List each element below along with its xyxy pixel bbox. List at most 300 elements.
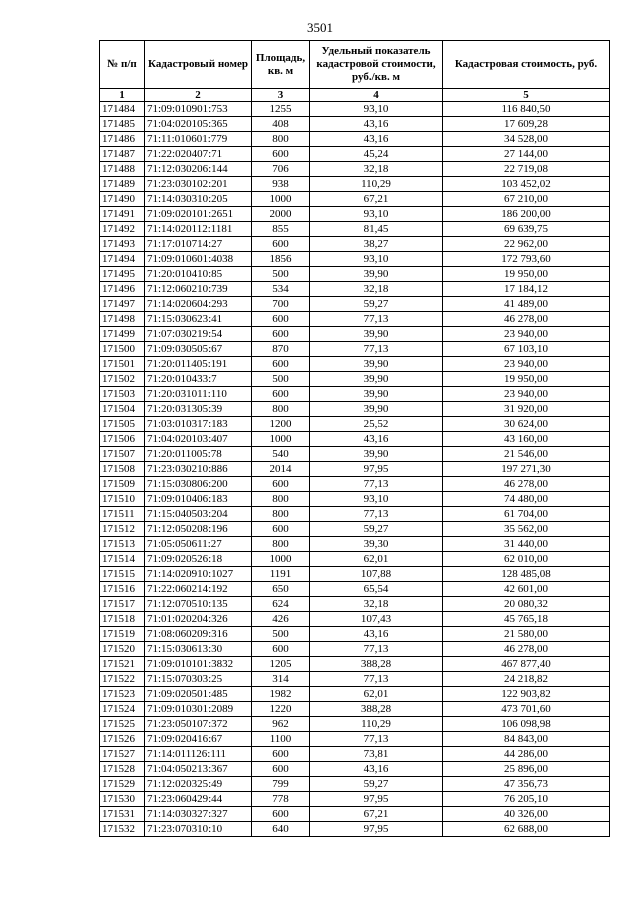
cell-unit-value: 38,27 [310, 237, 443, 252]
cell-cadastral-number: 71:23:030102:201 [145, 177, 252, 192]
table-row [100, 147, 610, 162]
cell-area: 600 [252, 807, 310, 822]
cell-area: 1982 [252, 687, 310, 702]
cell-cadastral-number: 71:09:010406:183 [145, 492, 252, 507]
cell-cadastral-value: 46 278,00 [443, 477, 610, 492]
cell-area: 1100 [252, 732, 310, 747]
cell-row-number: 171528 [100, 762, 145, 777]
cell-cadastral-value: 128 485,08 [443, 567, 610, 582]
cell-unit-value: 59,27 [310, 297, 443, 312]
cell-row-number: 171526 [100, 732, 145, 747]
cell-unit-value: 97,95 [310, 462, 443, 477]
header-unit-value: Удельный показатель кадастровой стоимости, руб./кв. м [310, 41, 443, 89]
cell-area: 800 [252, 132, 310, 147]
cell-row-number: 171519 [100, 627, 145, 642]
cell-row-number: 171530 [100, 792, 145, 807]
table-row [100, 192, 610, 207]
cell-cadastral-value: 67 210,00 [443, 192, 610, 207]
cell-cadastral-number: 71:03:010317:183 [145, 417, 252, 432]
table-row [100, 597, 610, 612]
cell-cadastral-value: 67 103,10 [443, 342, 610, 357]
cell-row-number: 171532 [100, 822, 145, 837]
cell-cadastral-number: 71:20:011405:191 [145, 357, 252, 372]
table-row [100, 342, 610, 357]
cell-area: 2014 [252, 462, 310, 477]
cadastral-value-table [99, 40, 610, 837]
cell-area: 640 [252, 822, 310, 837]
table-row [100, 537, 610, 552]
column-number: 1 [100, 89, 145, 102]
cell-row-number: 171517 [100, 597, 145, 612]
table-row [100, 267, 610, 282]
table-row [100, 282, 610, 297]
cell-cadastral-number: 71:14:030327:327 [145, 807, 252, 822]
cell-unit-value: 39,90 [310, 372, 443, 387]
cell-area: 650 [252, 582, 310, 597]
cell-unit-value: 43,16 [310, 117, 443, 132]
cell-cadastral-value: 41 489,00 [443, 297, 610, 312]
page-number: 3501 [307, 20, 333, 35]
table-header-row [100, 41, 610, 89]
cell-unit-value: 32,18 [310, 282, 443, 297]
cell-unit-value: 65,54 [310, 582, 443, 597]
cell-unit-value: 388,28 [310, 702, 443, 717]
cell-unit-value: 43,16 [310, 132, 443, 147]
cell-row-number: 171509 [100, 477, 145, 492]
cell-area: 600 [252, 312, 310, 327]
cell-cadastral-value: 197 271,30 [443, 462, 610, 477]
cell-cadastral-value: 17 609,28 [443, 117, 610, 132]
table-row [100, 822, 610, 837]
cell-cadastral-number: 71:04:050213:367 [145, 762, 252, 777]
cell-cadastral-value: 34 528,00 [443, 132, 610, 147]
cell-unit-value: 32,18 [310, 597, 443, 612]
cell-cadastral-value: 27 144,00 [443, 147, 610, 162]
cell-unit-value: 39,30 [310, 537, 443, 552]
cell-cadastral-value: 22 719,08 [443, 162, 610, 177]
cell-area: 800 [252, 402, 310, 417]
cell-unit-value: 67,21 [310, 807, 443, 822]
table-row [100, 807, 610, 822]
table-row [100, 612, 610, 627]
cell-row-number: 171515 [100, 567, 145, 582]
cell-unit-value: 39,90 [310, 402, 443, 417]
cell-area: 500 [252, 372, 310, 387]
cell-unit-value: 67,21 [310, 192, 443, 207]
cell-cadastral-number: 71:12:020325:49 [145, 777, 252, 792]
table-row [100, 762, 610, 777]
header-area: Площадь, кв. м [252, 41, 310, 89]
cell-area: 1000 [252, 432, 310, 447]
table-row [100, 402, 610, 417]
cell-cadastral-number: 71:09:030505:67 [145, 342, 252, 357]
cell-row-number: 171494 [100, 252, 145, 267]
cell-unit-value: 97,95 [310, 792, 443, 807]
cell-cadastral-value: 19 950,00 [443, 267, 610, 282]
table-row [100, 717, 610, 732]
table-row [100, 132, 610, 147]
cell-unit-value: 39,90 [310, 357, 443, 372]
cell-cadastral-number: 71:20:031305:39 [145, 402, 252, 417]
cell-area: 700 [252, 297, 310, 312]
cell-row-number: 171496 [100, 282, 145, 297]
cell-area: 600 [252, 762, 310, 777]
cell-unit-value: 73,81 [310, 747, 443, 762]
cell-cadastral-value: 43 160,00 [443, 432, 610, 447]
table-row [100, 297, 610, 312]
cell-cadastral-value: 23 940,00 [443, 357, 610, 372]
table-row [100, 657, 610, 672]
cell-area: 962 [252, 717, 310, 732]
cell-unit-value: 110,29 [310, 717, 443, 732]
cell-unit-value: 39,90 [310, 267, 443, 282]
cell-row-number: 171527 [100, 747, 145, 762]
cell-cadastral-number: 71:11:010601:779 [145, 132, 252, 147]
cell-area: 706 [252, 162, 310, 177]
cell-area: 1200 [252, 417, 310, 432]
table-row [100, 372, 610, 387]
cell-cadastral-number: 71:09:020526:18 [145, 552, 252, 567]
cell-area: 1000 [252, 192, 310, 207]
column-number: 4 [310, 89, 443, 102]
cell-unit-value: 43,16 [310, 432, 443, 447]
table-row [100, 567, 610, 582]
cell-area: 426 [252, 612, 310, 627]
cell-cadastral-value: 46 278,00 [443, 312, 610, 327]
column-number: 2 [145, 89, 252, 102]
cell-area: 408 [252, 117, 310, 132]
table-row [100, 522, 610, 537]
cell-cadastral-number: 71:15:070303:25 [145, 672, 252, 687]
cell-unit-value: 39,90 [310, 447, 443, 462]
cell-cadastral-number: 71:15:040503:204 [145, 507, 252, 522]
cell-cadastral-number: 71:09:020416:67 [145, 732, 252, 747]
table-row [100, 312, 610, 327]
cell-cadastral-value: 21 546,00 [443, 447, 610, 462]
cell-cadastral-number: 71:15:030613:30 [145, 642, 252, 657]
cell-area: 534 [252, 282, 310, 297]
table-row [100, 732, 610, 747]
cell-cadastral-number: 71:09:020101:2651 [145, 207, 252, 222]
cell-unit-value: 93,10 [310, 207, 443, 222]
cell-row-number: 171504 [100, 402, 145, 417]
cell-cadastral-number: 71:14:020910:1027 [145, 567, 252, 582]
cell-cadastral-number: 71:22:020407:71 [145, 147, 252, 162]
table-row [100, 702, 610, 717]
cell-row-number: 171492 [100, 222, 145, 237]
cell-area: 800 [252, 507, 310, 522]
cell-row-number: 171514 [100, 552, 145, 567]
cell-unit-value: 45,24 [310, 147, 443, 162]
cell-row-number: 171507 [100, 447, 145, 462]
cell-row-number: 171521 [100, 657, 145, 672]
cell-cadastral-value: 40 326,00 [443, 807, 610, 822]
cell-cadastral-number: 71:12:070510:135 [145, 597, 252, 612]
cell-row-number: 171510 [100, 492, 145, 507]
cell-unit-value: 93,10 [310, 492, 443, 507]
table-row [100, 387, 610, 402]
cell-unit-value: 77,13 [310, 732, 443, 747]
cell-unit-value: 107,43 [310, 612, 443, 627]
cell-cadastral-number: 71:20:010410:85 [145, 267, 252, 282]
cell-area: 799 [252, 777, 310, 792]
cell-unit-value: 388,28 [310, 657, 443, 672]
table-row [100, 177, 610, 192]
table-row [100, 492, 610, 507]
cell-unit-value: 93,10 [310, 252, 443, 267]
cell-row-number: 171484 [100, 102, 145, 117]
cell-cadastral-value: 44 286,00 [443, 747, 610, 762]
cell-cadastral-number: 71:17:010714:27 [145, 237, 252, 252]
cell-cadastral-value: 103 452,02 [443, 177, 610, 192]
cell-row-number: 171525 [100, 717, 145, 732]
cell-unit-value: 62,01 [310, 687, 443, 702]
header-cadastral-value: Кадастровая стоимость, руб. [443, 41, 610, 89]
cell-area: 600 [252, 327, 310, 342]
cell-cadastral-number: 71:22:060214:192 [145, 582, 252, 597]
cell-row-number: 171487 [100, 147, 145, 162]
cell-cadastral-number: 71:14:030310:205 [145, 192, 252, 207]
cell-row-number: 171508 [100, 462, 145, 477]
cell-cadastral-number: 71:09:010601:4038 [145, 252, 252, 267]
cell-row-number: 171490 [100, 192, 145, 207]
cell-row-number: 171513 [100, 537, 145, 552]
cell-row-number: 171493 [100, 237, 145, 252]
cell-cadastral-number: 71:14:020112:1181 [145, 222, 252, 237]
table-row [100, 117, 610, 132]
cell-cadastral-value: 106 098,98 [443, 717, 610, 732]
cell-area: 2000 [252, 207, 310, 222]
cell-cadastral-number: 71:12:030206:144 [145, 162, 252, 177]
cell-area: 600 [252, 147, 310, 162]
cell-cadastral-value: 45 765,18 [443, 612, 610, 627]
cell-unit-value: 25,52 [310, 417, 443, 432]
column-number: 3 [252, 89, 310, 102]
cell-cadastral-value: 74 480,00 [443, 492, 610, 507]
cell-row-number: 171520 [100, 642, 145, 657]
table-row [100, 477, 610, 492]
cell-unit-value: 81,45 [310, 222, 443, 237]
cell-area: 600 [252, 747, 310, 762]
header-cadastral-number: Кадастровый номер [145, 41, 252, 89]
cell-area: 855 [252, 222, 310, 237]
cell-area: 778 [252, 792, 310, 807]
table-row [100, 222, 610, 237]
header-row-number: № п/п [100, 41, 145, 89]
cell-unit-value: 93,10 [310, 102, 443, 117]
cell-cadastral-number: 71:01:020204:326 [145, 612, 252, 627]
table-row [100, 582, 610, 597]
table-row [100, 102, 610, 117]
cell-unit-value: 77,13 [310, 342, 443, 357]
cell-cadastral-value: 62 010,00 [443, 552, 610, 567]
cell-cadastral-value: 17 184,12 [443, 282, 610, 297]
table-row [100, 642, 610, 657]
cell-cadastral-number: 71:09:010901:753 [145, 102, 252, 117]
cell-cadastral-value: 21 580,00 [443, 627, 610, 642]
cell-cadastral-number: 71:09:010101:3832 [145, 657, 252, 672]
cell-unit-value: 77,13 [310, 672, 443, 687]
cell-cadastral-value: 35 562,00 [443, 522, 610, 537]
cell-unit-value: 97,95 [310, 822, 443, 837]
cell-area: 540 [252, 447, 310, 462]
cell-area: 624 [252, 597, 310, 612]
table-row [100, 207, 610, 222]
cell-area: 938 [252, 177, 310, 192]
cell-cadastral-value: 23 940,00 [443, 387, 610, 402]
cell-area: 870 [252, 342, 310, 357]
cell-cadastral-value: 172 793,60 [443, 252, 610, 267]
table-row [100, 747, 610, 762]
cell-row-number: 171531 [100, 807, 145, 822]
cell-area: 1191 [252, 567, 310, 582]
cell-row-number: 171516 [100, 582, 145, 597]
column-number: 5 [443, 89, 610, 102]
cell-row-number: 171511 [100, 507, 145, 522]
cell-cadastral-number: 71:12:050208:196 [145, 522, 252, 537]
cell-cadastral-number: 71:05:050611:27 [145, 537, 252, 552]
cell-cadastral-value: 30 624,00 [443, 417, 610, 432]
cell-cadastral-number: 71:23:060429:44 [145, 792, 252, 807]
cell-cadastral-value: 186 200,00 [443, 207, 610, 222]
cell-row-number: 171523 [100, 687, 145, 702]
cell-row-number: 171506 [100, 432, 145, 447]
cell-area: 1220 [252, 702, 310, 717]
cell-unit-value: 32,18 [310, 162, 443, 177]
cell-cadastral-value: 19 950,00 [443, 372, 610, 387]
cell-row-number: 171503 [100, 387, 145, 402]
cell-cadastral-number: 71:15:030623:41 [145, 312, 252, 327]
cell-area: 800 [252, 492, 310, 507]
cell-row-number: 171489 [100, 177, 145, 192]
cell-cadastral-value: 473 701,60 [443, 702, 610, 717]
cell-cadastral-value: 25 896,00 [443, 762, 610, 777]
table-row [100, 792, 610, 807]
cell-cadastral-value: 61 704,00 [443, 507, 610, 522]
cell-unit-value: 59,27 [310, 777, 443, 792]
cell-row-number: 171495 [100, 267, 145, 282]
cell-area: 314 [252, 672, 310, 687]
cell-cadastral-number: 71:23:050107:372 [145, 717, 252, 732]
cell-area: 500 [252, 627, 310, 642]
cell-cadastral-number: 71:12:060210:739 [145, 282, 252, 297]
table-row [100, 327, 610, 342]
table-row [100, 432, 610, 447]
cell-area: 1856 [252, 252, 310, 267]
cell-cadastral-value: 23 940,00 [443, 327, 610, 342]
cell-unit-value: 43,16 [310, 627, 443, 642]
cell-cadastral-value: 42 601,00 [443, 582, 610, 597]
cell-row-number: 171518 [100, 612, 145, 627]
cell-row-number: 171524 [100, 702, 145, 717]
cell-row-number: 171491 [100, 207, 145, 222]
cell-area: 600 [252, 642, 310, 657]
cell-cadastral-number: 71:09:010301:2089 [145, 702, 252, 717]
cell-area: 500 [252, 267, 310, 282]
cell-cadastral-value: 46 278,00 [443, 642, 610, 657]
cell-cadastral-value: 84 843,00 [443, 732, 610, 747]
cell-area: 800 [252, 537, 310, 552]
cell-cadastral-value: 467 877,40 [443, 657, 610, 672]
cell-cadastral-number: 71:09:020501:485 [145, 687, 252, 702]
cell-unit-value: 107,88 [310, 567, 443, 582]
cell-cadastral-value: 31 440,00 [443, 537, 610, 552]
cell-unit-value: 77,13 [310, 477, 443, 492]
cell-cadastral-value: 22 962,00 [443, 237, 610, 252]
cell-cadastral-number: 71:23:030210:886 [145, 462, 252, 477]
cell-cadastral-number: 71:04:020103:407 [145, 432, 252, 447]
cell-cadastral-value: 20 080,32 [443, 597, 610, 612]
cell-unit-value: 39,90 [310, 387, 443, 402]
cell-cadastral-value: 24 218,82 [443, 672, 610, 687]
cell-unit-value: 59,27 [310, 522, 443, 537]
cell-cadastral-value: 69 639,75 [443, 222, 610, 237]
cell-cadastral-number: 71:04:020105:365 [145, 117, 252, 132]
cell-unit-value: 39,90 [310, 327, 443, 342]
cell-unit-value: 110,29 [310, 177, 443, 192]
cell-row-number: 171488 [100, 162, 145, 177]
cell-cadastral-number: 71:15:030806:200 [145, 477, 252, 492]
table-row [100, 777, 610, 792]
cell-cadastral-value: 62 688,00 [443, 822, 610, 837]
cell-area: 600 [252, 477, 310, 492]
cell-row-number: 171500 [100, 342, 145, 357]
cell-area: 1205 [252, 657, 310, 672]
cell-unit-value: 77,13 [310, 507, 443, 522]
cell-row-number: 171522 [100, 672, 145, 687]
table-row [100, 252, 610, 267]
table-row [100, 417, 610, 432]
cell-unit-value: 62,01 [310, 552, 443, 567]
table-row [100, 357, 610, 372]
cell-area: 600 [252, 387, 310, 402]
cell-cadastral-number: 71:07:030219:54 [145, 327, 252, 342]
table-row [100, 162, 610, 177]
cell-cadastral-number: 71:20:031011:110 [145, 387, 252, 402]
cell-area: 1000 [252, 552, 310, 567]
cell-cadastral-value: 76 205,10 [443, 792, 610, 807]
cell-cadastral-value: 47 356,73 [443, 777, 610, 792]
cell-row-number: 171485 [100, 117, 145, 132]
cell-unit-value: 77,13 [310, 312, 443, 327]
cell-cadastral-number: 71:20:011005:78 [145, 447, 252, 462]
cell-area: 600 [252, 237, 310, 252]
cell-unit-value: 43,16 [310, 762, 443, 777]
cell-cadastral-number: 71:23:070310:10 [145, 822, 252, 837]
table-row [100, 627, 610, 642]
table-row [100, 447, 610, 462]
cell-row-number: 171502 [100, 372, 145, 387]
cell-area: 600 [252, 522, 310, 537]
cell-row-number: 171498 [100, 312, 145, 327]
table-row [100, 507, 610, 522]
table-row [100, 462, 610, 477]
table-row [100, 672, 610, 687]
table-row [100, 687, 610, 702]
cell-cadastral-value: 31 920,00 [443, 402, 610, 417]
cell-cadastral-value: 116 840,50 [443, 102, 610, 117]
table-body [100, 102, 610, 837]
cell-row-number: 171512 [100, 522, 145, 537]
cell-row-number: 171486 [100, 132, 145, 147]
cell-row-number: 171529 [100, 777, 145, 792]
cell-row-number: 171497 [100, 297, 145, 312]
cell-cadastral-number: 71:14:020604:293 [145, 297, 252, 312]
cell-row-number: 171501 [100, 357, 145, 372]
cell-cadastral-number: 71:08:060209:316 [145, 627, 252, 642]
column-number-row [100, 89, 610, 102]
cell-row-number: 171505 [100, 417, 145, 432]
